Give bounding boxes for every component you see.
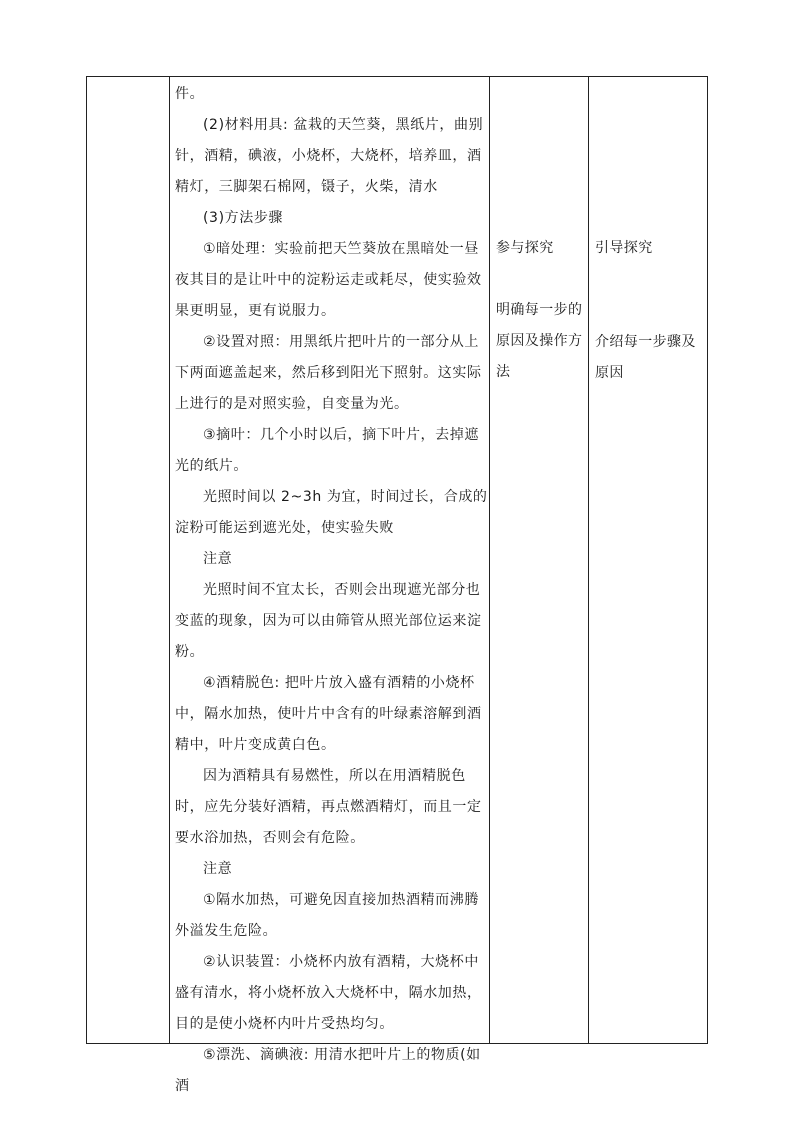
content-paragraph: ②认识装置：小烧杯内放有酒精，大烧杯中盛有清水，将小烧杯放入大烧杯中，隔水加热，目的是使小烧杯内叶片受热均匀。 — [175, 954, 482, 1032]
teacher-activity-text: 引导探究 — [595, 240, 653, 256]
content-paragraph: 因为酒精具有易燃性，所以在用酒精脱色时，应先分装好酒精，再点燃酒精灯，而且一定要水浴加热，否则会有危险。 — [175, 768, 482, 846]
column-divider — [588, 77, 589, 1043]
content-paragraph: ④酒精脱色: 把叶片放入盛有酒精的小烧杯中，隔水加热，使叶片中含有的叶绿素溶解到酒精中，叶片变成黄白色。 — [175, 675, 482, 753]
content-paragraph: ⑤漂洗、滴碘液: 用清水把叶片上的物质(如酒 — [175, 1047, 481, 1094]
teacher-activity-text: 介绍每一步骤及原因 — [595, 334, 696, 381]
content-paragraph: 注意 — [203, 551, 233, 567]
teaching-content-cell — [175, 77, 489, 1102]
content-paragraph: 件。 — [175, 86, 205, 102]
content-paragraph: ①暗处理：实验前把天竺葵放在黑暗处一昼夜其目的是让叶中的淀粉运走或耗尽，使实验效果更明显，更有说服力。 — [175, 241, 482, 319]
column-divider — [169, 77, 170, 1043]
column-divider — [489, 77, 490, 1043]
student-activity-text: 明确每一步的原因及操作方法 — [496, 302, 583, 380]
content-paragraph: 注意 — [203, 861, 233, 877]
content-paragraph: 光照时间以 2~3h 为宜，时间过长，合成的淀粉可能运到遮光处，使实验失败 — [175, 489, 488, 536]
student-activity-text: 参与探究 — [496, 240, 554, 256]
content-paragraph: 光照时间不宜太长，否则会出现遮光部分也变蓝的现象，因为可以由筛管从照光部位运来淀粉。 — [175, 582, 482, 660]
content-paragraph: ③摘叶：几个小时以后，摘下叶片，去掉遮光的纸片。 — [175, 427, 479, 474]
content-paragraph: (3)方法步骤 — [203, 210, 284, 226]
content-paragraph: ②设置对照：用黑纸片把叶片的一部分从上下两面遮盖起来，然后移到阳光下照射。这实际上进行的是对照实验，自变量为光。 — [175, 334, 482, 412]
content-paragraph: ①隔水加热，可避免因直接加热酒精而沸腾外溢发生危险。 — [175, 892, 479, 939]
content-paragraph: (2)材料用具: 盆栽的天竺葵，黑纸片，曲别针，酒精，碘液，小烧杯，大烧杯，培养皿，酒精灯，三脚架石棉网，镊子，火柴，清水 — [175, 117, 484, 195]
lesson-table — [86, 76, 708, 1094]
